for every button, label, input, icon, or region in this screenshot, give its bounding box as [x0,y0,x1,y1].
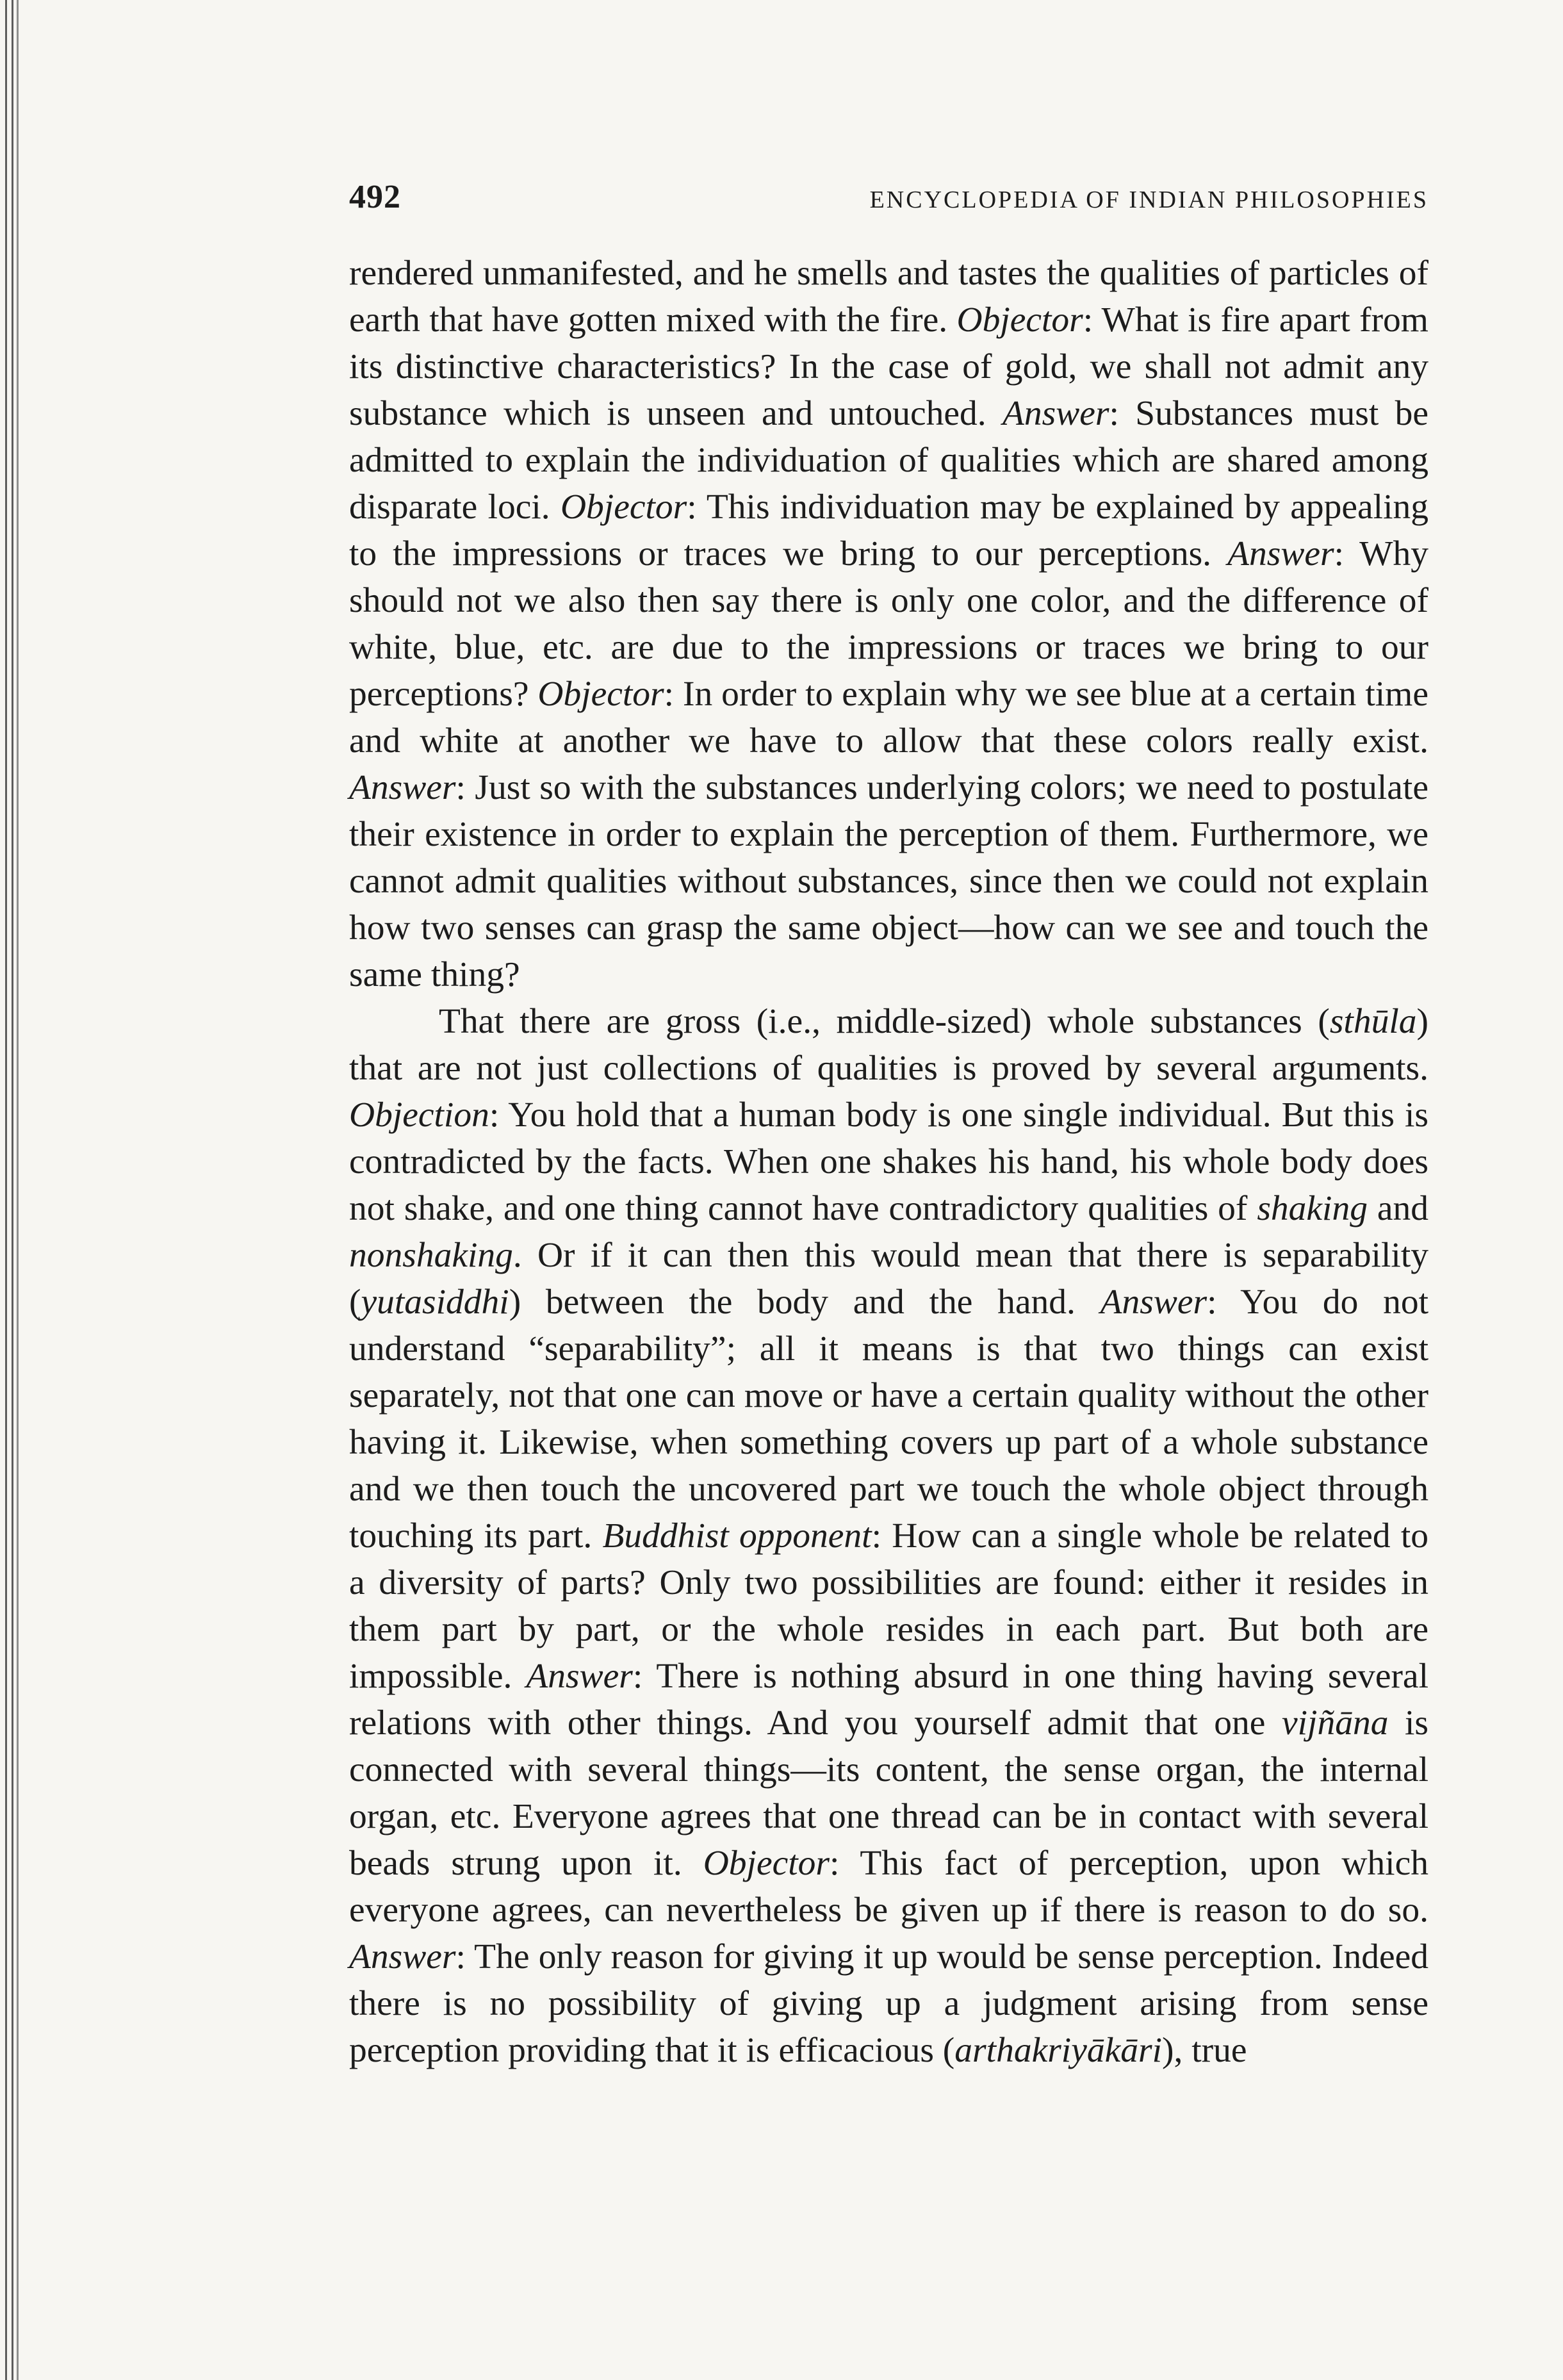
text-run: : The only reason for giving it up would be sense perception. Indeed there is no possibility of giving up a judgment arising from sense perception providing that it is efficacious ( [349,1937,1428,2070]
italic-term: Answer [349,768,456,807]
page-binding-edge [5,0,7,2380]
text-run: is connected with several things—its content, the sense organ, the internal organ, etc. Everyone agrees that one thread can be in contact with several beads strung upon it. [349,1703,1428,1883]
italic-term: Answer [1002,394,1109,433]
italic-term: arthakriyākāri [954,2031,1163,2070]
text-run: : In order to explain why we see blue at a certain time and white at another we have to allow that these colors really exist. [349,675,1428,760]
text-run: : There is nothing absurd in one thing having several relations with other things. And you yourself admit that one [349,1657,1428,1743]
italic-term: Answer [1227,534,1334,573]
italic-term: shaking [1257,1189,1368,1228]
text-run: and [1367,1189,1428,1228]
italic-term: Objector [560,488,687,527]
text-run: That there are gross (i.e., middle-sized) whole substances ( [439,1002,1330,1041]
text-run: ), true [1162,2031,1247,2070]
text-run: : What is fire apart from its distinctive characteristics? In the case of gold, we shall not admit any substance which is unseen and untouched. [349,300,1428,433]
text-run: : How can a single whole be related to a diversity of parts? Only two possibilities are found: either it resides in them part by part, or the whole resides in each part. But both are impossible. [349,1516,1428,1696]
text-run: ) that are not just collections of qualities is proved by several arguments. [349,1002,1428,1088]
italic-term: sthūla [1329,1002,1417,1041]
italic-term: Answer [349,1937,456,1976]
paragraph-2 [349,998,1428,2074]
italic-term: Answer [1100,1283,1207,1322]
text-run: : Why should not we also then say there is only one color, and the difference of white, blue, etc. are due to the impressions or traces we bring to our perceptions? [349,534,1428,714]
text-run: : You hold that a human body is one single individual. But this is contradicted by the facts. When one shakes his hand, his whole body does not shake, and one thing cannot have contradictory qualities of [349,1096,1428,1228]
running-title: ENCYCLOPEDIA OF INDIAN PHILOSOPHIES [869,186,1428,213]
italic-term: Objector [956,300,1083,340]
text-run: ) between the body and the hand. [509,1283,1101,1322]
italic-term: nonshaking [349,1236,513,1275]
text-run: : Substances must be admitted to explain the individuation of qualities which are shared among disparate loci. [349,394,1429,527]
paragraph-1 [349,250,1428,998]
text-run: : This fact of perception, upon which everyone agrees, can nevertheless be given up if there is reason to do so. [349,1844,1428,1930]
italic-term: Objector [537,675,664,714]
text-run: . Or if it can then this would mean that there is separability ( [349,1236,1428,1322]
italic-term: Answer [526,1657,633,1696]
page-binding-edge [12,0,13,2380]
running-head [349,178,1428,216]
text-run: : Just so with the substances underlying colors; we need to postulate their existence in order to explain the perception of them. Furthermore, we cannot admit qualities without substances, since then we could not explain how two senses can grasp the same object—how can we see and touch the same thing? [349,768,1428,994]
page-number: 492 [349,179,401,215]
italic-term: Objection [349,1096,489,1135]
text-run: : This individuation may be explained by appealing to the impressions or traces we bring to our perceptions. [349,488,1428,573]
text-run: : You do not understand “separability”; all it means is that two things can exist separately, not that one can move or have a certain quality without the other having it. Likewise, when something covers up part of a whole substance and we then touch the uncovered part we touch the whole object through touching its part. [349,1283,1428,1555]
text-run: rendered unmanifested, and he smells and tastes the qualities of particles of earth that have gotten mixed with the fire. [349,254,1428,340]
italic-term: yutasiddhi [361,1283,509,1322]
body-text [349,250,1428,2074]
italic-term: vijñāna [1281,1703,1389,1743]
page-binding-edge [17,0,19,2380]
italic-term: Objector [703,1844,830,1883]
italic-term: Buddhist opponent [602,1516,872,1555]
